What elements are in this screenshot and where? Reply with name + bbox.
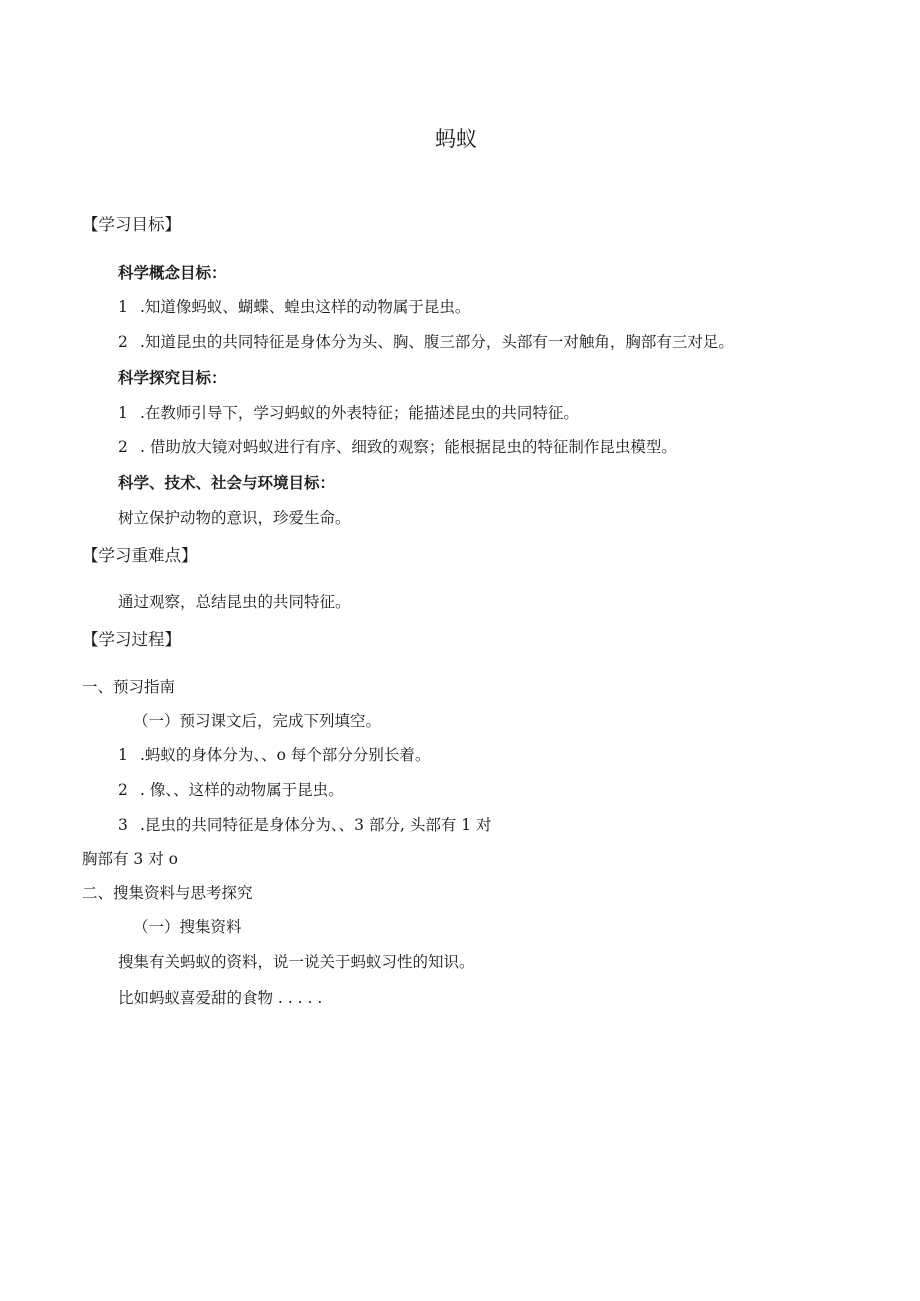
item-number: 1 [118,298,128,316]
concept-item-2 [118,332,734,352]
fill-item-3-continuation: 胸部有 3 对 o [82,850,178,868]
item-number: 1 [118,404,128,422]
item-text: . 借助放大镜对蚂蚁进行有序、细致的观察；能根据昆虫的特征制作昆虫模型。 [140,438,677,456]
preview-sub-heading: （一）预习课文后，完成下列填空。 [133,712,382,730]
society-goals-text: 树立保护动物的意识，珍爱生命。 [118,509,351,527]
research-heading: 二、搜集资料与思考探究 [82,884,253,902]
society-goals-heading: 科学、技术、社会与环境目标： [118,473,336,492]
item-text: .在教师引导下，学习蚂蚁的外表特征；能描述昆虫的共同特征。 [140,404,579,422]
item-text: .昆虫的共同特征是身体分为、、3 部分, 头部有 1 对 [140,816,492,834]
item-number: 3 [118,816,128,834]
item-number: 2 [118,333,128,351]
item-number: 1 [118,746,128,764]
research-text-1: 搜集有关蚂蚁的资料，说一说关于蚂蚁习性的知识。 [118,953,475,971]
process-heading: 【学习过程】 [82,630,181,649]
research-sub-heading: （一）搜集资料 [133,918,242,936]
inquiry-item-2 [118,437,677,457]
research-text-2: 比如蚂蚁喜爱甜的食物 . . . . . [118,989,323,1007]
item-text: .知道昆虫的共同特征是身体分为头、胸、腹三部分，头部有一对触角，胸部有三对足。 [140,333,734,351]
item-text: .蚂蚁的身体分为、、o 每个部分分别长着。 [140,746,431,764]
item-text: . 像、、这样的动物属于昆虫。 [140,781,344,799]
item-number: 2 [118,438,128,456]
inquiry-goals-heading: 科学探究目标： [118,368,227,387]
item-text: .知道像蚂蚁、蝴蝶、蝗虫这样的动物属于昆虫。 [140,298,471,316]
fill-item-3 [118,815,492,835]
key-points-heading: 【学习重难点】 [82,546,198,565]
key-points-text: 通过观察，总结昆虫的共同特征。 [118,593,351,611]
concept-item-1 [118,297,470,317]
inquiry-item-1 [118,403,579,423]
preview-guide-heading: 一、预习指南 [82,678,176,696]
item-number: 2 [118,781,128,799]
fill-item-1 [118,745,430,765]
concept-goals-heading: 科学概念目标： [118,263,227,282]
goals-heading: 【学习目标】 [82,215,181,234]
document-title: 蚂蚁 [435,127,477,151]
fill-item-2 [118,780,344,800]
